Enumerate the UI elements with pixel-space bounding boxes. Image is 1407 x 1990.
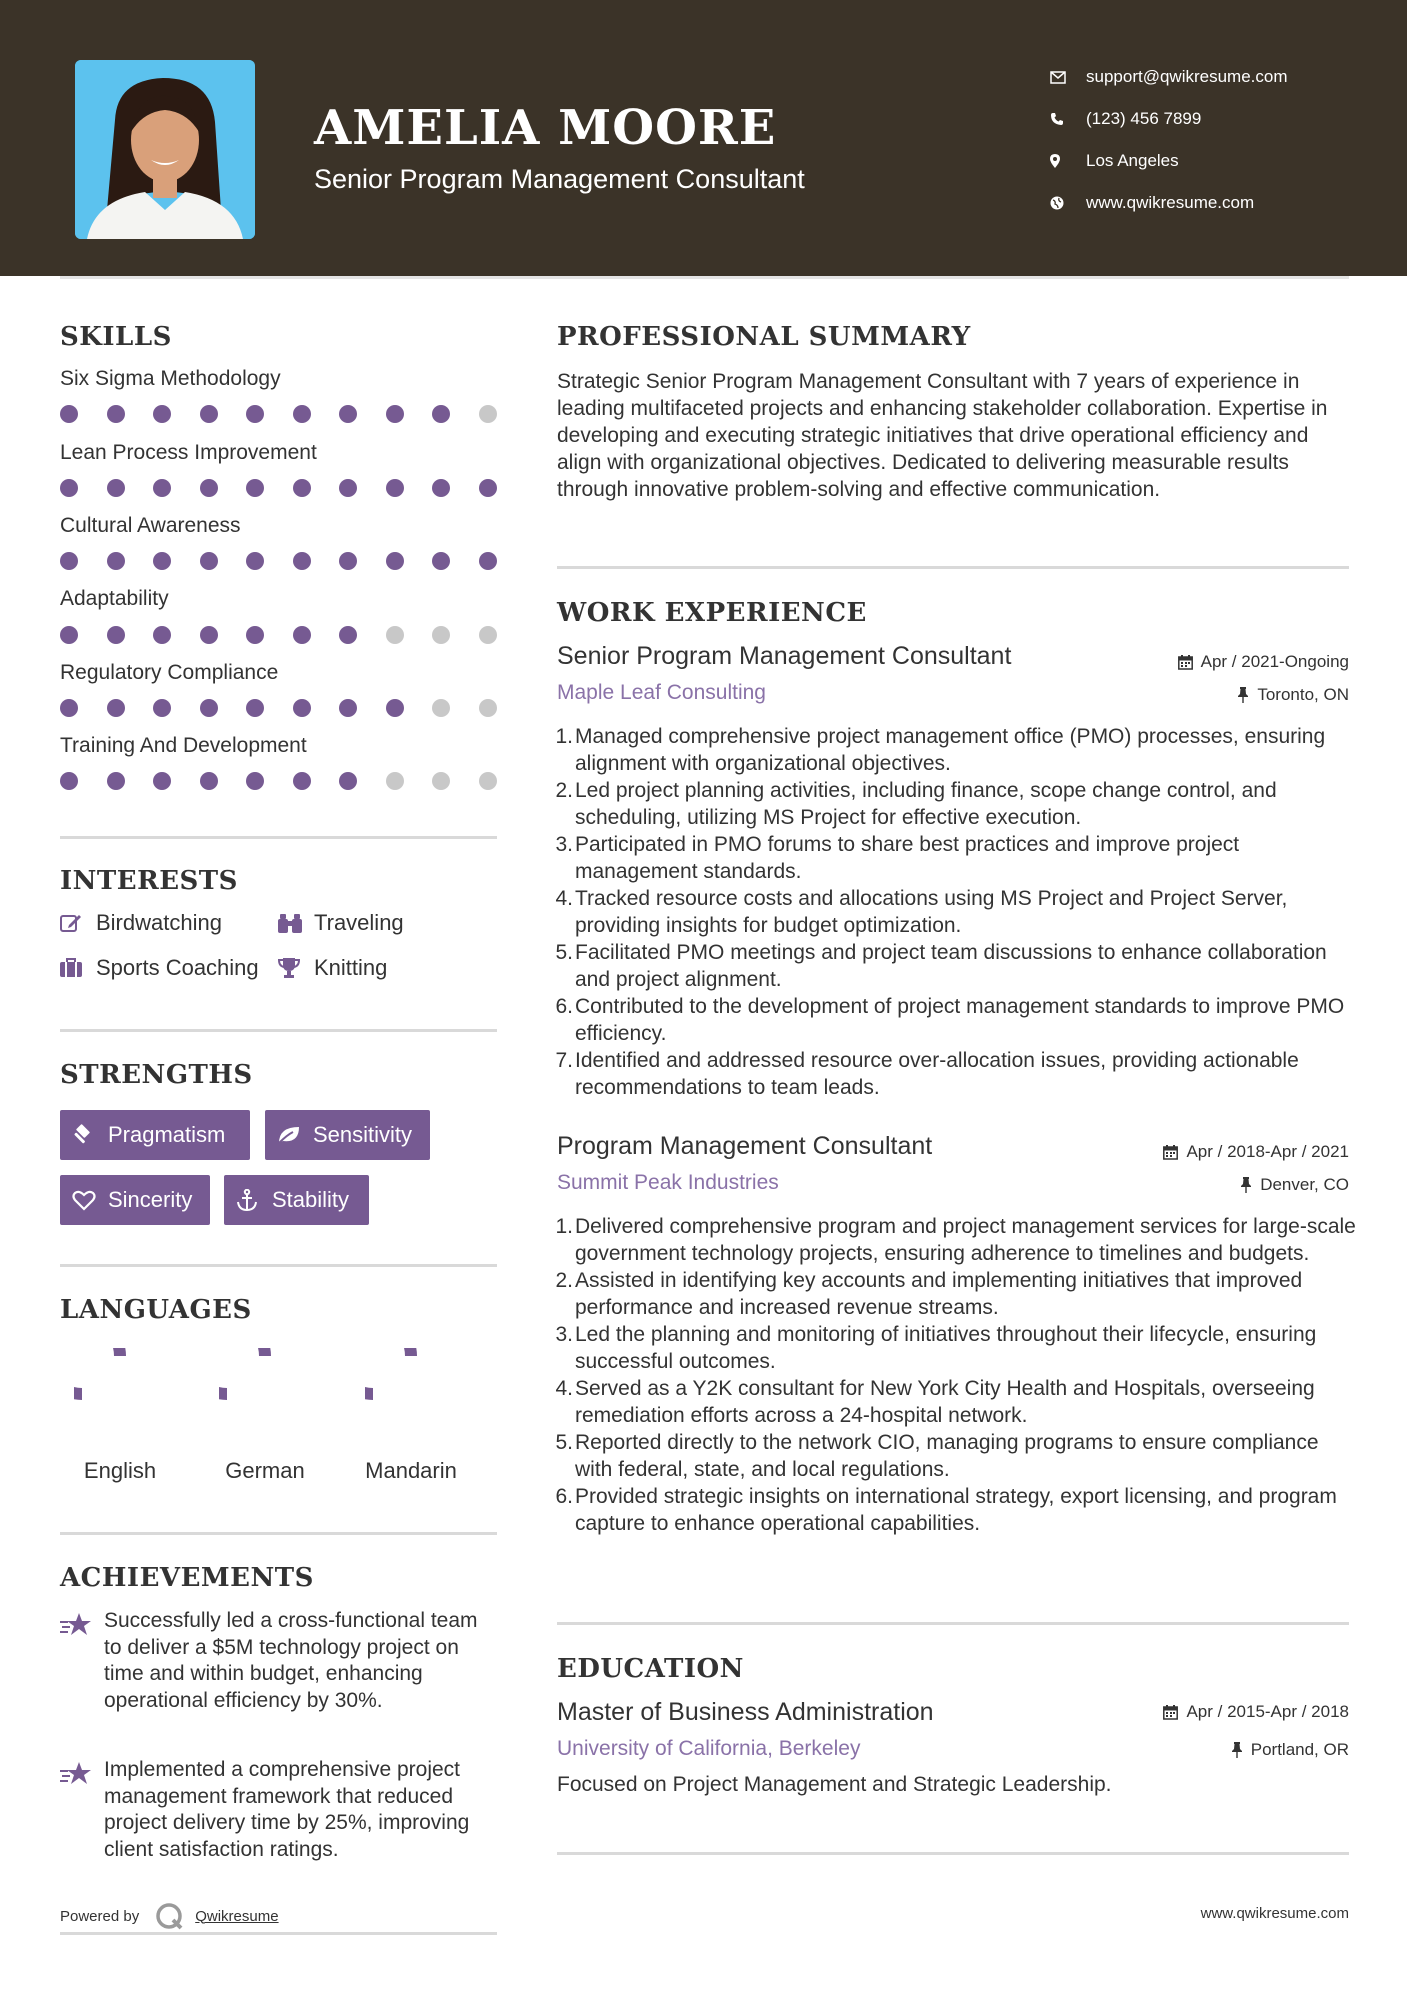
- job-company: Maple Leaf Consulting: [557, 681, 766, 704]
- rating-dot-filled: [200, 552, 218, 570]
- language-ring: [74, 1348, 166, 1440]
- skill-rating: [60, 626, 525, 644]
- rating-dot-filled: [386, 405, 404, 423]
- anchor-icon: [236, 1189, 272, 1211]
- achievement-item: [60, 1608, 500, 1714]
- language-name: Mandarin: [365, 1458, 457, 1483]
- rating-dot-filled: [339, 699, 357, 717]
- rating-dot-filled: [107, 626, 125, 644]
- language-name: English: [83, 1458, 157, 1483]
- rating-dot-filled: [246, 479, 264, 497]
- rating-dot-filled: [200, 699, 218, 717]
- job-bullet: 3. Led the planning and monitoring of initiatives throughout their lifecycle, ensuring successful outcomes.: [555, 1323, 1317, 1373]
- phone-icon: [1050, 112, 1086, 126]
- binoculars-icon: [278, 913, 314, 933]
- leaf-icon: [277, 1125, 313, 1145]
- rating-dot-filled: [246, 626, 264, 644]
- job-bullet: 7. Identified and addressed resource over-allocation issues, providing actionable recommendations to team leads.: [555, 1049, 1299, 1099]
- language-item: [200, 1348, 330, 1484]
- skill-rating: [60, 479, 525, 497]
- rating-dot-filled: [107, 772, 125, 790]
- calendar-icon: [1163, 1145, 1178, 1160]
- achievement-text: Implemented a comprehensive project management framework that reduced project delivery time by 25%, improving client satisfaction ratings.: [104, 1758, 470, 1861]
- contact-location-text: Los Angeles: [1086, 151, 1179, 170]
- header-divider: [60, 276, 1349, 279]
- rating-dot-filled: [339, 626, 357, 644]
- strength-tag: Sensitivity: [265, 1110, 430, 1160]
- gavel-icon: [72, 1124, 108, 1146]
- skill-name: Cultural Awareness: [60, 514, 241, 537]
- rating-dot-empty: [479, 699, 497, 717]
- job-bullet: 2. Led project planning activities, including finance, scope change control, and scheduling, utilizing MS Project for effective execution.: [555, 779, 1277, 829]
- job-bullet: 5. Facilitated PMO meetings and project team discussions to enhance collaboration and project alignment.: [555, 941, 1327, 991]
- job-bullet: 4. Tracked resource costs and allocations using MS Project and Project Server, providing insights for budget optimization.: [555, 887, 1288, 937]
- skill-rating: [60, 699, 525, 717]
- resume-header: [0, 0, 1407, 276]
- job-bullet: 5. Reported directly to the network CIO, managing programs to ensure compliance with federal, state, and local regulations.: [555, 1431, 1319, 1481]
- rating-dot-filled: [153, 772, 171, 790]
- skills-heading: SKILLS: [60, 322, 172, 352]
- powered-by-label: Powered by: [60, 1907, 140, 1925]
- language-level-arc: [219, 1348, 265, 1394]
- section-divider: [60, 836, 497, 839]
- profile-photo: [75, 60, 255, 239]
- language-name: German: [225, 1458, 305, 1483]
- pushpin-icon: [1237, 687, 1249, 703]
- language-level-arc: [365, 1348, 411, 1394]
- rating-dot-empty: [432, 772, 450, 790]
- summary-text: Strategic Senior Program Management Consultant with 7 years of experience in leading multifaceted projects and enhancing stakeholder collaboration. Expertise in developing and executing strategic initiatives that drive operational efficiency and align with organizational objectives. Dedicated to delivering measurable results through innovative problem-solving and effective communication.: [557, 370, 1328, 501]
- language-ring: [365, 1348, 457, 1440]
- contact-website-text: www.qwikresume.com: [1086, 193, 1255, 212]
- rating-dot-filled: [60, 772, 78, 790]
- rating-dot-filled: [60, 699, 78, 717]
- powered-by: [60, 1902, 279, 1930]
- language-item: [55, 1348, 185, 1484]
- calendar-icon: [1163, 1705, 1178, 1720]
- contact-location: [1050, 140, 1380, 182]
- rating-dot-filled: [107, 699, 125, 717]
- job-title: Program Management Consultant: [557, 1132, 933, 1160]
- rating-dot-filled: [293, 699, 311, 717]
- rating-dot-filled: [200, 772, 218, 790]
- job-bullet: 6. Contributed to the development of project management standards to improve PMO efficiency.: [555, 995, 1345, 1045]
- education-dates: Apr / 2015-Apr / 2018: [1163, 1702, 1349, 1722]
- rating-dot-filled: [153, 479, 171, 497]
- rating-dot-filled: [293, 772, 311, 790]
- skill-rating: [60, 772, 525, 790]
- interest-item: Knitting: [278, 955, 387, 981]
- contact-phone-text: (123) 456 7899: [1086, 109, 1202, 128]
- rating-dot-empty: [479, 405, 497, 423]
- rating-dot-filled: [246, 552, 264, 570]
- skill-rating: [60, 552, 525, 570]
- rating-dot-filled: [432, 405, 450, 423]
- skill-name: Training And Development: [60, 734, 307, 757]
- qwikresume-logo-icon: [155, 1902, 183, 1930]
- rating-dot-empty: [386, 772, 404, 790]
- rating-dot-filled: [386, 552, 404, 570]
- rating-dot-filled: [339, 405, 357, 423]
- job-dates: Apr / 2018-Apr / 2021: [1163, 1142, 1349, 1162]
- rating-dot-filled: [153, 552, 171, 570]
- job-bullet: 6. Provided strategic insights on international strategy, export licensing, and program capture to enhance operational capabilities.: [555, 1485, 1337, 1535]
- contact-list: [1050, 56, 1380, 224]
- rating-dot-filled: [107, 479, 125, 497]
- contact-phone[interactable]: [1050, 98, 1380, 140]
- contact-email[interactable]: [1050, 56, 1380, 98]
- rating-dot-filled: [60, 626, 78, 644]
- powered-by-brand[interactable]: Qwikresume: [195, 1907, 279, 1925]
- skill-name: Lean Process Improvement: [60, 441, 317, 464]
- interests-heading: INTERESTS: [60, 866, 238, 896]
- calendar-icon: [1178, 655, 1193, 670]
- rating-dot-filled: [246, 699, 264, 717]
- rating-dot-filled: [107, 552, 125, 570]
- interest-item: Sports Coaching: [60, 955, 259, 981]
- section-divider: [60, 1264, 497, 1267]
- education-degree: Master of Business Administration: [557, 1698, 934, 1726]
- job-bullet: 1. Delivered comprehensive program and project management services for large-scale government technology projects, ensuring adherence to timelines and budgets.: [555, 1215, 1356, 1265]
- education-heading: EDUCATION: [557, 1654, 744, 1684]
- footer-url[interactable]: www.qwikresume.com: [1200, 1905, 1349, 1922]
- rating-dot-filled: [60, 552, 78, 570]
- rating-dot-filled: [432, 552, 450, 570]
- job-bullet: 3. Participated in PMO forums to share best practices and improve project management standards.: [555, 833, 1240, 883]
- education-description: Focused on Project Management and Strategic Leadership.: [557, 1773, 1112, 1796]
- skill-name: Regulatory Compliance: [60, 661, 279, 684]
- rating-dot-empty: [479, 626, 497, 644]
- job-bullet: 2. Assisted in identifying key accounts and implementing initiatives that improved performance and increased revenue streams.: [555, 1269, 1303, 1319]
- language-level-arc: [74, 1348, 120, 1394]
- star-icon: [60, 1608, 104, 1714]
- section-divider: [60, 1532, 497, 1535]
- experience-heading: WORK EXPERIENCE: [557, 598, 867, 628]
- contact-email-text: support@qwikresume.com: [1086, 67, 1288, 86]
- rating-dot-filled: [246, 772, 264, 790]
- interest-item: Birdwatching: [60, 910, 222, 936]
- job-title: Senior Program Management Consultant: [557, 642, 1012, 670]
- achievement-item: [60, 1757, 500, 1863]
- rating-dot-filled: [479, 552, 497, 570]
- rating-dot-filled: [339, 772, 357, 790]
- trophy-icon: [278, 957, 314, 979]
- rating-dot-filled: [339, 479, 357, 497]
- achievements-heading: ACHIEVEMENTS: [60, 1563, 314, 1593]
- candidate-name: AMELIA MOORE: [314, 100, 777, 156]
- interest-item: Traveling: [278, 910, 404, 936]
- rating-dot-filled: [200, 626, 218, 644]
- rating-dot-filled: [200, 405, 218, 423]
- job-location: Toronto, ON: [1237, 685, 1349, 705]
- rating-dot-filled: [153, 405, 171, 423]
- rating-dot-filled: [386, 479, 404, 497]
- rating-dot-filled: [246, 405, 264, 423]
- rating-dot-filled: [60, 479, 78, 497]
- rating-dot-filled: [293, 626, 311, 644]
- rating-dot-filled: [432, 479, 450, 497]
- rating-dot-filled: [293, 405, 311, 423]
- briefcase-icon: [60, 958, 96, 978]
- achievement-text: Successfully led a cross-functional team to deliver a $5M technology project on time and within budget, enhancing operational efficiency by 30%.: [104, 1609, 478, 1712]
- job-bullets: [557, 1213, 1357, 1537]
- rating-dot-filled: [339, 552, 357, 570]
- footer-divider: [60, 1932, 497, 1935]
- skill-name: Six Sigma Methodology: [60, 367, 281, 390]
- rating-dot-filled: [107, 405, 125, 423]
- rating-dot-filled: [153, 699, 171, 717]
- language-item: [346, 1348, 476, 1484]
- section-divider: [60, 1029, 497, 1032]
- pencil-square-icon: [60, 913, 96, 933]
- rating-dot-empty: [432, 699, 450, 717]
- envelope-icon: [1050, 71, 1086, 84]
- rating-dot-filled: [293, 552, 311, 570]
- rating-dot-empty: [479, 772, 497, 790]
- rating-dot-filled: [60, 405, 78, 423]
- pushpin-icon: [1240, 1177, 1252, 1193]
- pushpin-icon: [1231, 1742, 1243, 1758]
- section-divider: [557, 1622, 1349, 1625]
- strengths-heading: STRENGTHS: [60, 1060, 253, 1090]
- globe-icon: [1050, 196, 1086, 210]
- job-bullet: 4. Served as a Y2K consultant for New York City Health and Hospitals, overseeing remediation efforts across a 24-hospital network.: [555, 1377, 1315, 1427]
- rating-dot-filled: [293, 479, 311, 497]
- job-company: Summit Peak Industries: [557, 1171, 779, 1194]
- map-marker-icon: [1050, 154, 1086, 168]
- rating-dot-filled: [153, 626, 171, 644]
- skill-name: Adaptability: [60, 587, 169, 610]
- job-location: Denver, CO: [1240, 1175, 1349, 1195]
- rating-dot-empty: [432, 626, 450, 644]
- skill-rating: [60, 405, 525, 423]
- job-bullet: 1. Managed comprehensive project management office (PMO) processes, ensuring alignment with organizational objectives.: [555, 725, 1326, 775]
- section-divider: [557, 1852, 1349, 1855]
- rating-dot-filled: [200, 479, 218, 497]
- language-ring: [219, 1348, 311, 1440]
- section-divider: [557, 566, 1349, 569]
- rating-dot-filled: [386, 699, 404, 717]
- star-icon: [60, 1757, 104, 1863]
- rating-dot-empty: [386, 626, 404, 644]
- summary-heading: PROFESSIONAL SUMMARY: [557, 322, 971, 352]
- heart-icon: [72, 1190, 108, 1211]
- strength-tag: Pragmatism: [60, 1110, 250, 1160]
- candidate-title: Senior Program Management Consultant: [314, 164, 805, 194]
- job-dates: Apr / 2021-Ongoing: [1178, 652, 1349, 672]
- education-location: Portland, OR: [1231, 1740, 1349, 1760]
- strength-tag: Sincerity: [60, 1175, 210, 1225]
- strength-tag: Stability: [224, 1175, 369, 1225]
- education-school: University of California, Berkeley: [557, 1737, 861, 1760]
- rating-dot-filled: [479, 479, 497, 497]
- job-bullets: [557, 723, 1357, 1101]
- languages-heading: LANGUAGES: [60, 1295, 252, 1325]
- contact-website[interactable]: [1050, 182, 1380, 224]
